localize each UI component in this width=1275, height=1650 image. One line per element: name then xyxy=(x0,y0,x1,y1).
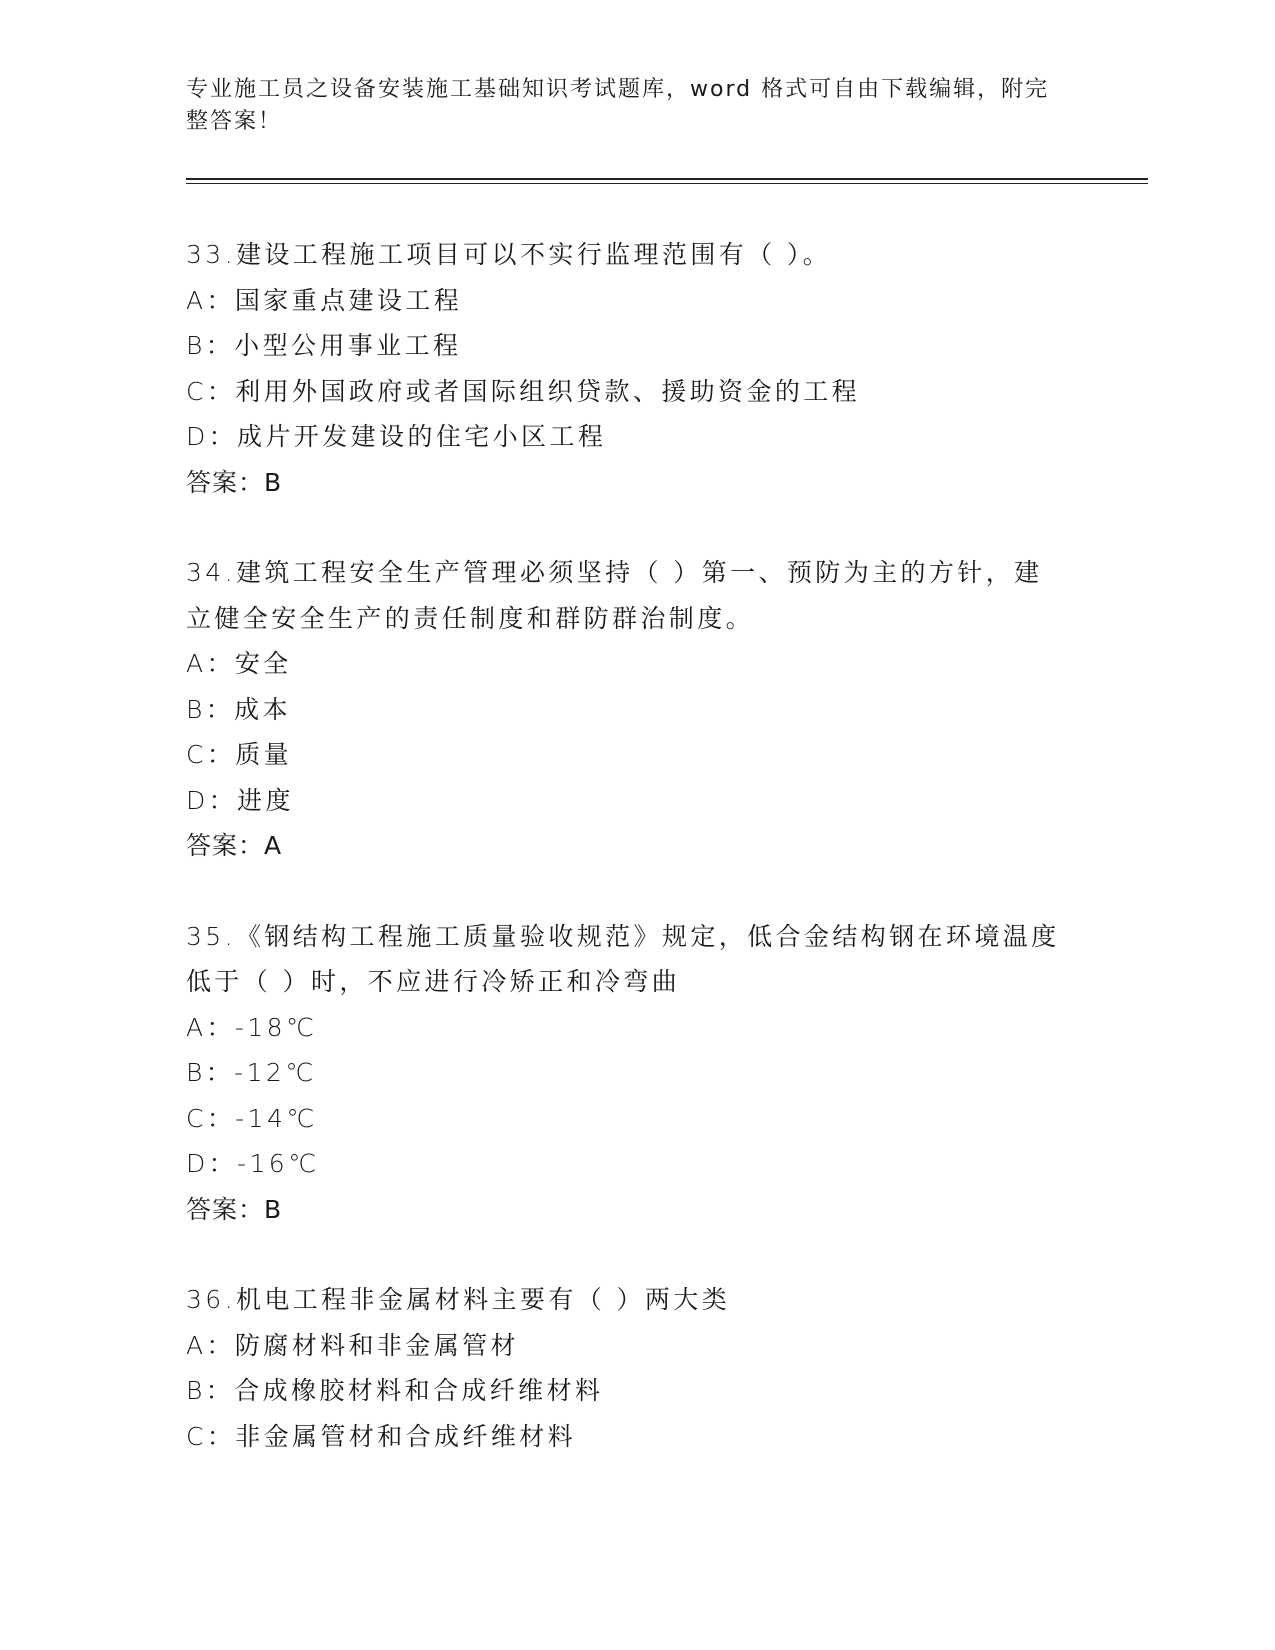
question-33 xyxy=(186,232,1086,505)
option-d: D：成片开发建设的住宅小区工程 xyxy=(186,422,607,451)
option-c: C：利用外国政府或者国际组织贷款、援助资金的工程 xyxy=(186,376,861,406)
question-stem-continued: 低于（ ）时，不应进行冷矫正和冷弯曲 xyxy=(186,967,681,996)
option-b: B：成本 xyxy=(186,694,291,724)
option-b: B：-12℃ xyxy=(186,1058,317,1087)
question-list xyxy=(186,232,1086,1504)
header-rule-thick xyxy=(186,178,1148,180)
option-c: C：-14℃ xyxy=(186,1103,318,1133)
option-b: B：合成橡胶材料和合成纤维材料 xyxy=(186,1376,604,1405)
option-d: D：-16℃ xyxy=(186,1149,320,1178)
question-34 xyxy=(186,550,1086,869)
question-stem: 36.机电工程非金属材料主要有（ ）两大类 xyxy=(186,1285,731,1314)
option-b: B：小型公用事业工程 xyxy=(186,331,462,360)
header-line-2: 整答案！ xyxy=(186,109,283,134)
header-rule-thin xyxy=(186,183,1148,184)
answer-line: 答案：B xyxy=(186,1194,283,1224)
question-35 xyxy=(186,914,1086,1233)
question-stem-continued: 立健全安全生产的责任制度和群防群治制度。 xyxy=(186,603,755,633)
option-a: A：国家重点建设工程 xyxy=(186,285,463,315)
option-d: D：进度 xyxy=(186,785,294,815)
question-stem: 34.建筑工程安全生产管理必须坚持（ ）第一、预防为主的方针，建 xyxy=(186,558,1043,587)
option-a: A：防腐材料和非金属管材 xyxy=(186,1330,519,1360)
option-c: C：质量 xyxy=(186,740,293,769)
question-36 xyxy=(186,1277,1086,1459)
header-line-1: 专业施工员之设备安装施工基础知识考试题库，word 格式可自由下载编辑，附完 xyxy=(186,77,1050,102)
document-header xyxy=(186,74,1066,138)
option-c: C：非金属管材和合成纤维材料 xyxy=(186,1421,577,1451)
question-stem: 33.建设工程施工项目可以不实行监理范围有（ ）。 xyxy=(186,240,832,269)
question-stem: 35.《钢结构工程施工质量验收规范》规定，低合金结构钢在环境温度 xyxy=(186,921,1060,951)
option-a: A：安全 xyxy=(186,649,292,678)
answer-line: 答案：A xyxy=(186,831,283,860)
answer-line: 答案：B xyxy=(186,467,283,497)
option-a: A：-18℃ xyxy=(186,1012,318,1042)
